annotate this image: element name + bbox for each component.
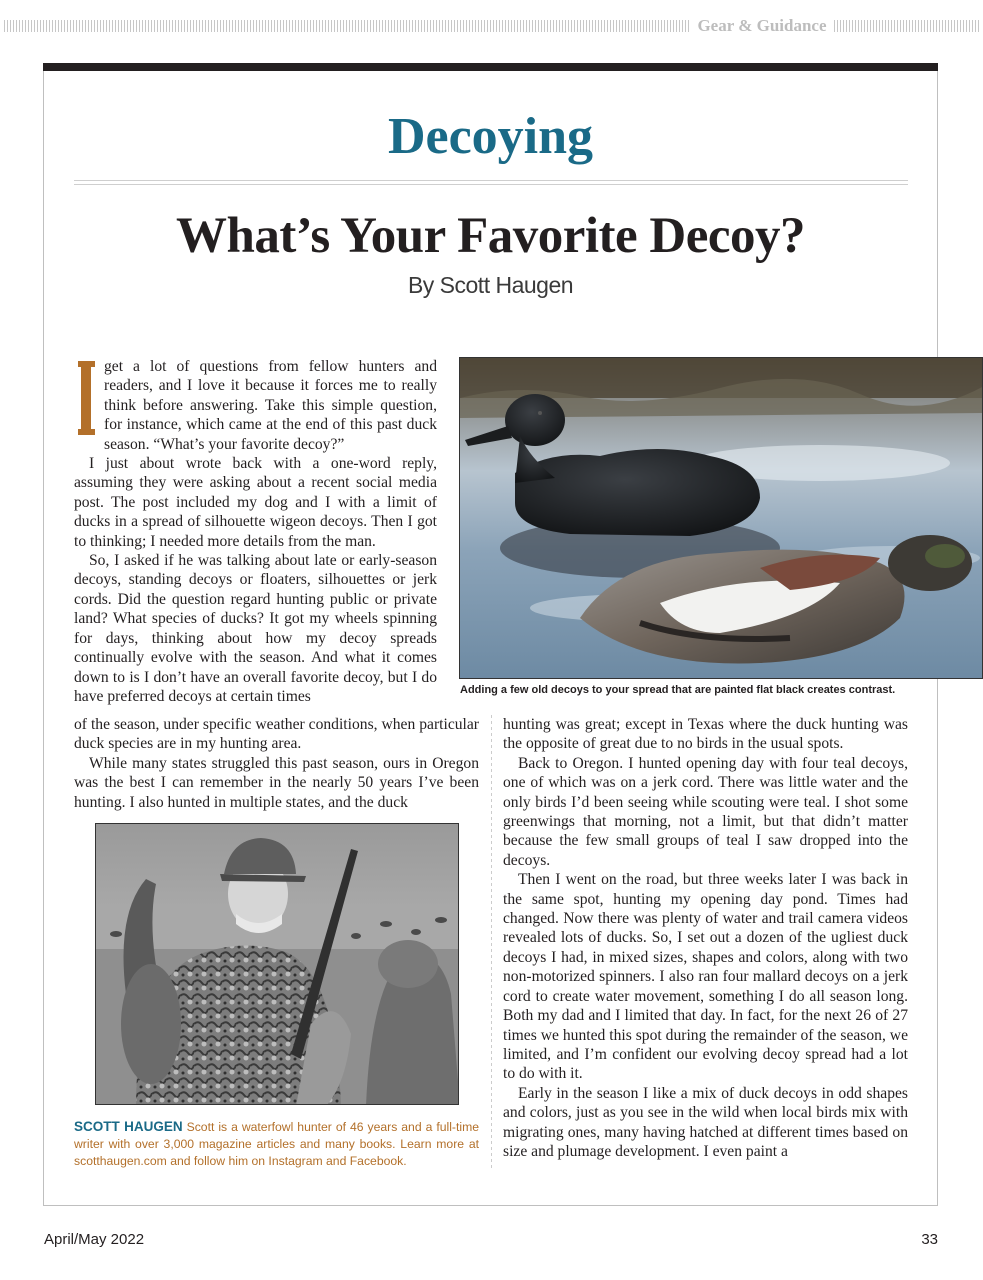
- kicker-rule-bottom: [74, 184, 908, 185]
- section-label: Gear & Guidance: [697, 16, 827, 35]
- kicker-rule-top: [74, 180, 908, 181]
- column-divider: [491, 715, 492, 1170]
- footer-page-number: 33: [921, 1231, 938, 1248]
- section-header-strip: [0, 16, 983, 36]
- author-bio: [74, 1118, 479, 1170]
- body-paragraph-continued: hunting was great; except in Texas where the duck hunting was the opposite of great due to no birds in the usual spots.: [503, 716, 908, 753]
- article-title: What’s Your Favorite Decoy?: [175, 208, 806, 264]
- article-column-left-bottom: [74, 715, 479, 812]
- author-bio-text: Scott is a waterfowl hunter of 46 years and a full-time writer with over 3,000 magazine articles and many books. Learn more at scotthaugen.com and follow him on Instagram and Facebook.: [74, 1120, 479, 1168]
- decoy-photo: [459, 357, 983, 679]
- section-header-bars-right: [834, 20, 980, 32]
- decoy-photo-caption: Adding a few old decoys to your spread that are painted flat black creates contrast.: [460, 684, 896, 696]
- footer-issue-date: April/May 2022: [44, 1231, 145, 1248]
- author-photo-illustration: [96, 824, 459, 1105]
- lead-paragraph-text: get a lot of questions from fellow hunters and readers, and I love it because it forces me to really think before answering. Take this simple question, for instance, which came at the end of this past duck season. “What’s your favorite decoy?”: [104, 358, 437, 453]
- body-paragraph-continued: of the season, under specific weather conditions, when particular duck species are in my hunting area.: [74, 716, 479, 753]
- article-column-left-top: [74, 357, 437, 706]
- article-frame-top-bar: [43, 63, 938, 71]
- article-kicker: Decoying: [387, 108, 594, 165]
- article-byline: By Scott Haugen: [407, 272, 574, 298]
- article-column-right: [503, 715, 908, 1161]
- body-paragraph: Back to Oregon. I hunted opening day with four teal decoys, one of which was on a jerk cord. There was little water and the only birds I’d been seeing while scouting were teal. I shot some greenwings that morning, not a limit, but that didn’t matter because the few small groups of teal I saw dropped into the decoys.: [503, 754, 908, 869]
- drop-cap: [78, 361, 95, 435]
- body-paragraph: Early in the season I like a mix of duck decoys in odd shapes and colors, just as you see in the wild when local birds mix with migrating ones, many having hatched at different times based on size and plumage development. I even paint a: [503, 1084, 908, 1160]
- author-bio-name: SCOTT HAUGEN: [74, 1119, 183, 1134]
- body-paragraph: I just about wrote back with a one-word reply, assuming they were asking about a recent social media post. The post included my dog and I with a limit of ducks in a spread of silhouette wigeon decoys. Then I got to thinking; I needed more details from the man.: [74, 455, 437, 550]
- body-paragraph: Then I went on the road, but three weeks later I was back in the same spot, hunting my opening day pond. Times had changed. Now there was plenty of water and trail camera videos revealed lots of ducks. So, I set out a dozen of the ugliest duck decoys I had, in mixed sizes, shapes and colors, along with two non-motorized spinners. I also ran four mallard decoys on a jerk cord to create water movement, something I do all season long. Both my dad and I limited that day. In fact, for the next 26 of 27 times we hunted this spot during the remainder of the season, we limited, and I’m confident our evolving decoy spread had a lot to do with it.: [503, 871, 908, 1083]
- body-paragraph: While many states struggled this past season, ours in Oregon was the best I can remember in the nearly 50 years I’ve been hunting. I also hunted in multiple states, and the duck: [74, 754, 479, 811]
- body-paragraph: So, I asked if he was talking about late or early-season decoys, standing decoys or floaters, silhouettes or jerk cords. Did the question regard hunting public or private land? What species of ducks? It got my wheels spinning for days, thinking about how my decoy spreads continually evolve with the season. And what it comes down to is I don’t have an overall favorite decoy, but I do have preferred decoys at certain times: [74, 552, 437, 705]
- lead-paragraph: [74, 357, 437, 454]
- author-photo: [95, 823, 459, 1105]
- decoy-photo-illustration: [460, 358, 983, 679]
- section-header-bars-left: [4, 20, 690, 32]
